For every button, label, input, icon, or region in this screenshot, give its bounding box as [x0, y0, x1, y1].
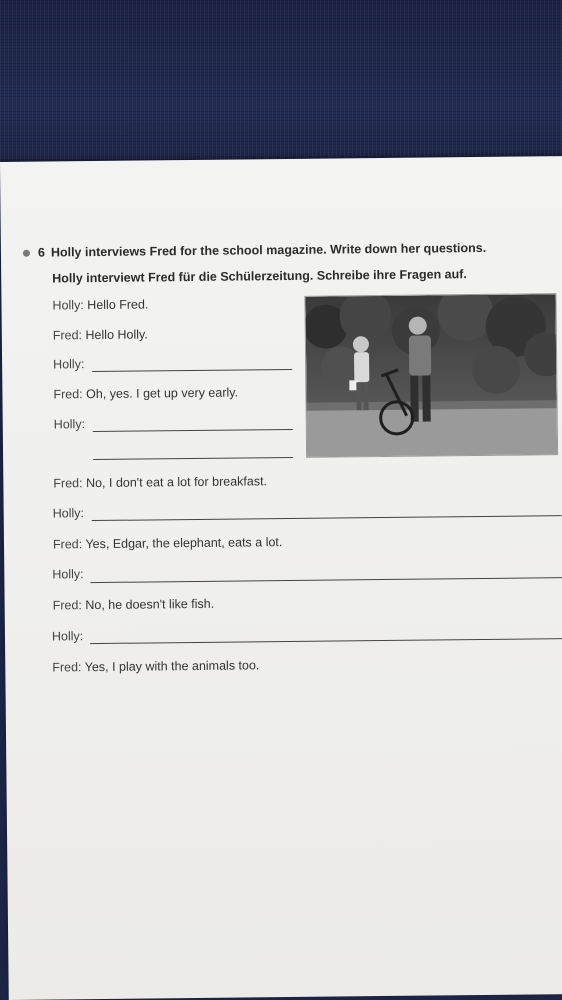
dialogue-line-9 [52, 567, 83, 581]
photo-girl-and-man-with-bike [305, 294, 557, 457]
speaker-label: Holly: [53, 357, 85, 372]
speaker-label: Fred: [52, 537, 83, 552]
speaker-label: Fred: [53, 387, 83, 402]
dialogue-line-10 [53, 597, 215, 613]
worksheet-page [0, 156, 562, 1000]
dialogue-line-2 [53, 327, 148, 342]
exercise-photo [304, 293, 558, 458]
line-text: Yes, I play with the animals too. [84, 658, 260, 675]
exercise-title-de: Holly interviewt Fred für die Schülerzeitung. Schreibe ihre Fragen auf. [52, 267, 467, 286]
speaker-label: Holly: [53, 417, 86, 432]
dialogue-line-5 [54, 417, 85, 431]
line-text: Hello Fred. [87, 297, 149, 313]
speaker-label: Fred: [53, 476, 83, 491]
line-text: Yes, Edgar, the elephant, eats a lot. [85, 535, 283, 552]
speaker-label: Fred: [52, 598, 82, 613]
answer-blank-5[interactable] [90, 638, 562, 644]
speaker-label: Holly: [52, 567, 84, 582]
line-text: Hello Holly. [85, 327, 148, 343]
exercise-number: 6 [37, 245, 45, 260]
dialogue-line-6 [53, 474, 267, 490]
dialogue-line-12 [52, 658, 259, 674]
dialogue-line-8 [53, 535, 282, 551]
speaker-label: Holly: [52, 298, 84, 313]
exercise-heading [23, 241, 486, 260]
dialogue-line-3 [53, 357, 84, 371]
bullet-icon [23, 250, 30, 257]
line-text: Oh, yes. I get up very early. [86, 385, 239, 402]
speaker-label: Holly: [52, 506, 85, 521]
speaker-label: Fred: [52, 660, 82, 675]
answer-blank-2b[interactable] [93, 457, 293, 460]
answer-blank-1[interactable] [92, 369, 292, 372]
answer-blank-3[interactable] [92, 515, 562, 521]
answer-blank-2a[interactable] [93, 429, 293, 432]
exercise-title-en: Holly interviews Fred for the school magazine. Write down her questions. [50, 240, 487, 260]
answer-blank-4[interactable] [90, 577, 562, 583]
dialogue-line-4 [53, 386, 238, 402]
dialogue-line-7 [53, 506, 84, 520]
speaker-label: Holly: [51, 629, 84, 644]
speaker-label: Fred: [52, 328, 83, 343]
dialogue-line-11 [52, 629, 83, 643]
line-text: No, I don't eat a lot for breakfast. [85, 474, 268, 491]
dialogue-line-1 [52, 297, 148, 312]
background-fabric [0, 0, 562, 175]
line-text: No, he doesn't like fish. [85, 596, 215, 613]
